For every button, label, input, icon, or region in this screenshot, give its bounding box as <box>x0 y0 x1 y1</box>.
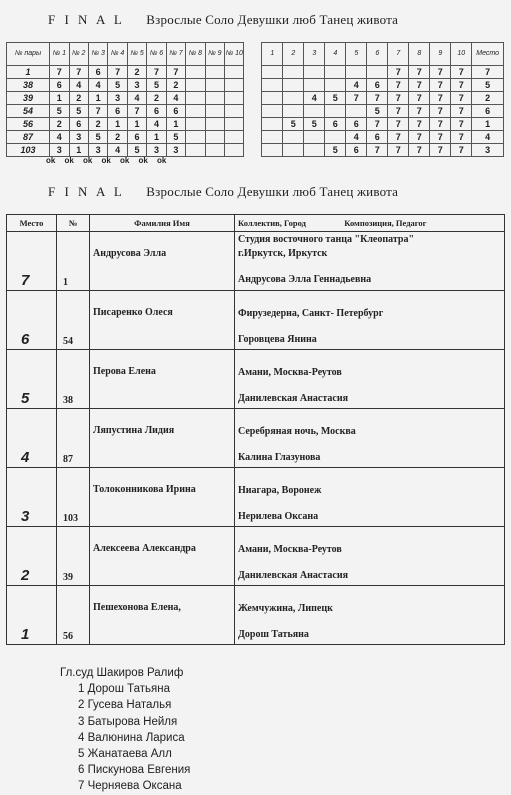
judge-mark: 7 <box>147 66 166 79</box>
place-count: 5 <box>367 105 388 118</box>
result-row <box>7 586 505 645</box>
teacher: Данилевская Анастасия <box>238 393 348 404</box>
place-count: 7 <box>451 66 472 79</box>
place-header: 10 <box>451 43 472 66</box>
place-count: 4 <box>346 131 367 144</box>
place-header: 3 <box>304 43 325 66</box>
final-place: 7 <box>472 66 504 79</box>
final-place: 1 <box>472 118 504 131</box>
judge-item: 3 Батырова Нейля <box>78 715 178 728</box>
judge-mark <box>225 79 244 92</box>
score-row <box>7 131 504 144</box>
judge-mark: 2 <box>69 92 88 105</box>
place-count: 7 <box>430 105 451 118</box>
place-cell <box>7 409 57 468</box>
place-count: 5 <box>325 92 346 105</box>
competitor-name: Андрусова Элла <box>93 248 167 259</box>
place-header: 8 <box>409 43 430 66</box>
judge-mark: 2 <box>147 92 166 105</box>
judge-mark <box>205 105 224 118</box>
judge-item: 4 Валюнина Лариса <box>78 731 185 744</box>
place-count <box>283 131 304 144</box>
number-cell <box>57 232 90 291</box>
judge-mark: 5 <box>50 105 69 118</box>
judges-panel <box>60 665 190 795</box>
judge-mark <box>225 66 244 79</box>
final-place: 4 <box>472 131 504 144</box>
place-header: 4 <box>325 43 346 66</box>
place-value: 2 <box>21 567 30 584</box>
place-count: 4 <box>346 79 367 92</box>
judge-mark <box>186 92 205 105</box>
judge-mark: 6 <box>127 131 146 144</box>
judge-mark <box>205 131 224 144</box>
competitor-name: Толоконникова Ирина <box>93 484 196 495</box>
judge-mark <box>225 118 244 131</box>
judge-mark: 6 <box>147 105 166 118</box>
place-count <box>262 92 283 105</box>
judge-mark: 3 <box>166 144 185 157</box>
judge-header: № 1 <box>50 43 69 66</box>
judge-mark: 4 <box>166 92 185 105</box>
pair-number: 38 <box>7 79 50 92</box>
place-count: 7 <box>388 105 409 118</box>
teacher: Данилевская Анастасия <box>238 570 348 581</box>
col-club-label: Коллектив, Город <box>238 218 306 228</box>
judge-mark <box>186 105 205 118</box>
place-value: 4 <box>21 449 30 466</box>
competitor-number: 38 <box>63 395 73 406</box>
final-place: 5 <box>472 79 504 92</box>
category-label: Взрослые Соло Девушки люб Танец живота <box>146 12 399 27</box>
judge-mark <box>186 131 205 144</box>
place-count: 7 <box>451 118 472 131</box>
judge-mark: 7 <box>166 66 185 79</box>
final-label: F I N A L <box>48 12 125 27</box>
col-place: Место <box>7 215 57 232</box>
number-cell <box>57 586 90 645</box>
club-cell <box>235 291 505 350</box>
place-count: 7 <box>451 144 472 157</box>
ok-mark: ok <box>83 156 93 165</box>
name-cell <box>90 291 235 350</box>
judge-mark: 3 <box>69 131 88 144</box>
place-count <box>367 66 388 79</box>
judge-header: № 5 <box>127 43 146 66</box>
judge-mark: 5 <box>166 131 185 144</box>
judge-mark: 2 <box>108 131 127 144</box>
club-cell <box>235 468 505 527</box>
club-cell <box>235 409 505 468</box>
judge-mark: 2 <box>127 66 146 79</box>
place-count: 6 <box>367 79 388 92</box>
judge-mark: 5 <box>147 79 166 92</box>
judge-item: 5 Жанатаева Алл <box>78 748 172 761</box>
place-count: 7 <box>409 79 430 92</box>
judge-mark: 1 <box>50 92 69 105</box>
place-count: 7 <box>451 131 472 144</box>
score-row <box>7 118 504 131</box>
number-cell <box>57 527 90 586</box>
gap-cell <box>244 79 262 92</box>
club-cell <box>235 586 505 645</box>
place-count <box>262 144 283 157</box>
number-cell <box>57 291 90 350</box>
place-count <box>262 131 283 144</box>
judge-header: № 4 <box>108 43 127 66</box>
results-header-row <box>7 215 505 232</box>
judge-mark: 3 <box>88 144 107 157</box>
gap-cell <box>244 92 262 105</box>
place-cell <box>7 232 57 291</box>
place-count: 7 <box>409 105 430 118</box>
place-count <box>262 105 283 118</box>
score-table <box>6 42 504 157</box>
judge-mark <box>205 79 224 92</box>
result-row <box>7 468 505 527</box>
gap-cell <box>244 144 262 157</box>
place-count: 7 <box>430 118 451 131</box>
ok-mark: ok <box>64 156 74 165</box>
name-cell <box>90 409 235 468</box>
judge-mark: 1 <box>108 118 127 131</box>
teacher: Андрусова Элла Геннадьевна <box>238 274 372 285</box>
judge-mark: 4 <box>69 79 88 92</box>
place-count <box>283 144 304 157</box>
judge-mark <box>225 92 244 105</box>
judge-mark: 4 <box>88 79 107 92</box>
result-row <box>7 527 505 586</box>
place-count: 7 <box>430 144 451 157</box>
number-cell <box>57 468 90 527</box>
pair-number: 39 <box>7 92 50 105</box>
score-row <box>7 105 504 118</box>
result-row <box>7 291 505 350</box>
competitor-name: Писаренко Олеся <box>93 307 173 318</box>
category-label-2: Взрослые Соло Девушки люб Танец живота <box>146 184 399 199</box>
place-col-header: Место <box>472 43 504 66</box>
ok-mark: ok <box>101 156 111 165</box>
judge-mark <box>225 131 244 144</box>
judge-header: № 3 <box>88 43 107 66</box>
place-count: 7 <box>409 131 430 144</box>
place-count: 7 <box>430 131 451 144</box>
judge-mark: 4 <box>127 92 146 105</box>
judge-mark <box>225 144 244 157</box>
place-count: 6 <box>346 144 367 157</box>
place-count: 7 <box>388 79 409 92</box>
place-cell <box>7 291 57 350</box>
place-header: 1 <box>262 43 283 66</box>
teacher: Калина Глазунова <box>238 452 321 463</box>
gap-cell <box>244 43 262 66</box>
score-row <box>7 92 504 105</box>
place-count: 7 <box>367 118 388 131</box>
place-header: 7 <box>388 43 409 66</box>
judge-mark: 2 <box>50 118 69 131</box>
judge-mark: 4 <box>147 118 166 131</box>
pair-header: № пары <box>7 43 50 66</box>
place-count: 7 <box>409 144 430 157</box>
final-place: 3 <box>472 144 504 157</box>
judge-mark: 3 <box>147 144 166 157</box>
place-count: 7 <box>367 92 388 105</box>
result-row <box>7 409 505 468</box>
place-count <box>304 144 325 157</box>
judge-mark: 5 <box>127 144 146 157</box>
competitor-number: 1 <box>63 277 68 288</box>
pair-number: 87 <box>7 131 50 144</box>
place-count: 6 <box>325 118 346 131</box>
name-cell <box>90 468 235 527</box>
competitor-name: Алексеева Александра <box>93 543 196 554</box>
club-city: г.Иркутск, Иркутск <box>238 248 328 259</box>
judge-mark <box>205 92 224 105</box>
results-title <box>48 184 398 200</box>
judge-mark <box>205 66 224 79</box>
club-cell <box>235 350 505 409</box>
place-cell <box>7 527 57 586</box>
judge-header: № 2 <box>69 43 88 66</box>
name-cell <box>90 586 235 645</box>
col-num: № <box>57 215 90 232</box>
competitor-number: 54 <box>63 336 73 347</box>
place-count: 7 <box>430 79 451 92</box>
place-count: 5 <box>283 118 304 131</box>
final-place: 6 <box>472 105 504 118</box>
pair-number: 103 <box>7 144 50 157</box>
judge-mark <box>186 144 205 157</box>
judge-header: № 9 <box>205 43 224 66</box>
results-table <box>6 214 505 645</box>
place-header: 2 <box>283 43 304 66</box>
gap-cell <box>244 131 262 144</box>
col-club <box>235 215 505 232</box>
place-count: 5 <box>325 144 346 157</box>
name-cell <box>90 232 235 291</box>
judge-mark <box>186 118 205 131</box>
place-count: 7 <box>388 144 409 157</box>
judge-list <box>60 681 190 794</box>
pair-number: 1 <box>7 66 50 79</box>
judge-mark: 5 <box>69 105 88 118</box>
place-count <box>283 105 304 118</box>
judge-header: № 10 <box>225 43 244 66</box>
ok-mark: ok <box>138 156 148 165</box>
place-count: 7 <box>451 105 472 118</box>
judge-mark: 1 <box>88 92 107 105</box>
place-count: 7 <box>388 92 409 105</box>
judge-header: № 8 <box>186 43 205 66</box>
judge-mark: 1 <box>127 118 146 131</box>
number-cell <box>57 409 90 468</box>
gap-cell <box>244 118 262 131</box>
result-row <box>7 350 505 409</box>
judge-mark: 1 <box>166 118 185 131</box>
score-row <box>7 79 504 92</box>
place-count: 7 <box>451 79 472 92</box>
gap-cell <box>244 105 262 118</box>
judge-item: 7 Черняева Оксана <box>78 780 182 793</box>
place-count: 5 <box>304 118 325 131</box>
judge-mark: 7 <box>127 105 146 118</box>
judge-mark: 4 <box>108 144 127 157</box>
club-cell <box>235 527 505 586</box>
place-count: 6 <box>367 131 388 144</box>
name-cell <box>90 527 235 586</box>
pair-number: 56 <box>7 118 50 131</box>
place-count <box>304 79 325 92</box>
judge-item: 6 Пискунова Евгения <box>78 764 191 777</box>
place-count <box>304 66 325 79</box>
judge-mark: 3 <box>127 79 146 92</box>
place-count: 7 <box>346 92 367 105</box>
place-cell <box>7 468 57 527</box>
competitor-number: 103 <box>63 513 78 524</box>
judge-mark <box>205 144 224 157</box>
judge-mark: 7 <box>50 66 69 79</box>
place-count <box>262 66 283 79</box>
result-row <box>7 232 505 291</box>
competitor-number: 56 <box>63 631 73 642</box>
judge-mark: 6 <box>166 105 185 118</box>
place-count: 7 <box>430 66 451 79</box>
club-city: Фирузедерна, Санкт- Петербург <box>238 308 384 319</box>
final-label-2: F I N A L <box>48 184 125 199</box>
place-count: 7 <box>409 66 430 79</box>
competitor-name: Ляпустина Лидия <box>93 425 175 436</box>
place-count <box>346 105 367 118</box>
place-value: 6 <box>21 331 30 348</box>
judge-mark: 5 <box>108 79 127 92</box>
place-cell <box>7 586 57 645</box>
place-count <box>262 79 283 92</box>
place-header: 5 <box>346 43 367 66</box>
chief-judge: Гл.суд Шакиров Ралиф <box>60 667 184 679</box>
club-cell <box>235 232 505 291</box>
place-count <box>262 118 283 131</box>
judge-mark: 6 <box>88 66 107 79</box>
judge-mark: 7 <box>108 66 127 79</box>
judge-mark: 7 <box>88 105 107 118</box>
place-count <box>283 66 304 79</box>
place-count: 7 <box>367 144 388 157</box>
judge-item: 1 Дорош Татьяна <box>78 683 170 696</box>
judge-mark: 1 <box>69 144 88 157</box>
judge-mark: 2 <box>88 118 107 131</box>
place-count: 7 <box>451 92 472 105</box>
judge-item: 2 Гусева Наталья <box>78 699 172 712</box>
teacher: Дорош Татьяна <box>238 629 309 640</box>
place-count: 7 <box>388 118 409 131</box>
club-city: Амани, Москва-Реутов <box>238 367 342 378</box>
club-city: Жемчужина, Липецк <box>238 603 333 614</box>
club-city: Серебряная ночь, Москва <box>238 426 356 437</box>
judge-mark: 6 <box>50 79 69 92</box>
final-place: 2 <box>472 92 504 105</box>
judge-mark: 7 <box>69 66 88 79</box>
judge-mark: 6 <box>108 105 127 118</box>
scoresheet-title <box>48 12 398 28</box>
judge-mark: 3 <box>108 92 127 105</box>
place-count: 7 <box>409 118 430 131</box>
judge-mark <box>205 118 224 131</box>
place-count: 7 <box>388 66 409 79</box>
ok-mark: ok <box>46 156 56 165</box>
name-cell <box>90 350 235 409</box>
club-line-0: Студия восточного танца "Клеопатра" <box>238 234 415 245</box>
score-header-row <box>7 43 504 66</box>
place-value: 1 <box>21 626 30 643</box>
place-count: 7 <box>430 92 451 105</box>
ok-mark: ok <box>157 156 167 165</box>
judge-mark: 5 <box>88 131 107 144</box>
gap-cell <box>244 66 262 79</box>
competitor-number: 87 <box>63 454 73 465</box>
ok-mark: ok <box>120 156 130 165</box>
place-cell <box>7 350 57 409</box>
judge-mark <box>186 79 205 92</box>
place-count <box>304 105 325 118</box>
judge-mark: 3 <box>50 144 69 157</box>
pair-number: 54 <box>7 105 50 118</box>
number-cell <box>57 350 90 409</box>
teacher: Нерилева Оксана <box>238 511 319 522</box>
place-header: 6 <box>367 43 388 66</box>
place-count: 4 <box>304 92 325 105</box>
col-name: Фамилия Имя <box>90 215 235 232</box>
place-count <box>346 66 367 79</box>
place-value: 5 <box>21 390 30 407</box>
score-row <box>7 66 504 79</box>
competitor-number: 39 <box>63 572 73 583</box>
place-count <box>325 66 346 79</box>
place-count <box>325 79 346 92</box>
place-count <box>325 131 346 144</box>
judge-header: № 7 <box>166 43 185 66</box>
place-count <box>283 79 304 92</box>
place-value: 7 <box>21 272 30 289</box>
place-header: 9 <box>430 43 451 66</box>
place-count: 7 <box>409 92 430 105</box>
judge-mark: 6 <box>69 118 88 131</box>
place-count <box>283 92 304 105</box>
place-count <box>304 131 325 144</box>
competitor-name: Пешехонова Елена, <box>93 602 181 613</box>
judge-header: № 6 <box>147 43 166 66</box>
place-value: 3 <box>21 508 30 525</box>
place-count: 6 <box>346 118 367 131</box>
club-city: Амани, Москва-Реутов <box>238 544 342 555</box>
place-count <box>325 105 346 118</box>
judge-mark: 1 <box>147 131 166 144</box>
competitor-name: Перова Елена <box>93 366 156 377</box>
judge-mark <box>225 105 244 118</box>
judge-mark: 2 <box>166 79 185 92</box>
club-city: Ниагара, Воронеж <box>238 485 322 496</box>
judge-mark: 4 <box>50 131 69 144</box>
col-comp-label: Композиция, Педагог <box>344 218 427 228</box>
place-count: 7 <box>388 131 409 144</box>
score-row <box>7 144 504 157</box>
teacher: Горовцева Янина <box>238 334 317 345</box>
judge-mark <box>186 66 205 79</box>
